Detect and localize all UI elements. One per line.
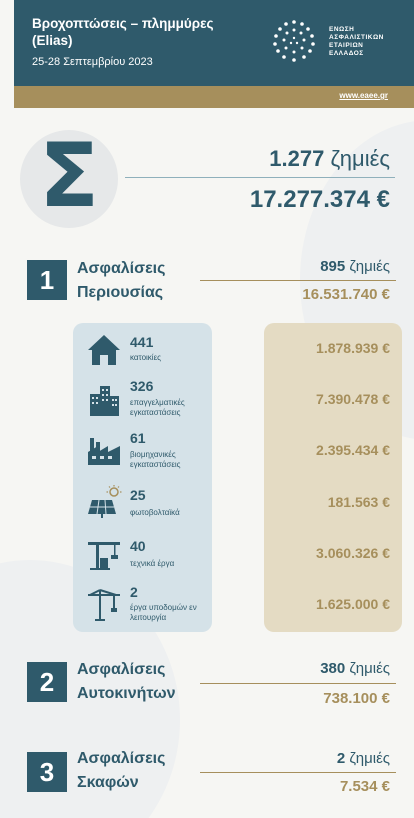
url-strip bbox=[14, 86, 414, 108]
divider bbox=[200, 683, 396, 684]
item-amount: 3.060.326 € bbox=[316, 545, 390, 561]
item-amount: 1.625.000 € bbox=[316, 596, 390, 612]
item-count: 2 bbox=[130, 584, 138, 600]
header-banner bbox=[14, 0, 414, 86]
item-amount: 2.395.434 € bbox=[316, 442, 390, 458]
item-label: έργα υποδομών εν λειτουργία bbox=[130, 603, 197, 622]
item-count: 326 bbox=[130, 378, 154, 394]
tower-crane-icon bbox=[86, 586, 122, 622]
construction-crane-icon bbox=[86, 536, 122, 572]
item-amount: 7.390.478 € bbox=[316, 391, 390, 407]
item-label: επαγγελματικές εγκαταστάσεις bbox=[130, 398, 185, 417]
section-number-badge: 1 bbox=[27, 260, 67, 300]
event-title: Βροχοπτώσεις – πλημμύρες (Elias) bbox=[32, 16, 214, 48]
solar-panel-icon bbox=[86, 484, 122, 520]
item-amount: 181.563 € bbox=[327, 494, 390, 510]
total-amount: 17.277.374 € bbox=[249, 186, 390, 213]
eaee-logo-icon bbox=[264, 18, 324, 64]
section-amount: 7.534 € bbox=[339, 778, 390, 795]
factory-icon bbox=[86, 432, 122, 468]
sigma-icon: Σ bbox=[38, 124, 100, 227]
section-claims: 380 ζημιές bbox=[320, 660, 390, 677]
item-amount: 1.878.939 € bbox=[316, 340, 390, 356]
divider bbox=[200, 280, 396, 281]
section-title: Ασφαλίσεις Αυτοκινήτων bbox=[77, 661, 176, 702]
item-label: τεχνικά έργα bbox=[130, 559, 175, 568]
office-buildings-icon bbox=[86, 382, 122, 418]
item-count: 25 bbox=[130, 487, 146, 503]
item-count: 40 bbox=[130, 538, 146, 554]
divider bbox=[200, 772, 396, 773]
section-number-badge: 3 bbox=[27, 752, 67, 792]
item-label: βιομηχανικές εγκαταστάσεις bbox=[130, 450, 181, 469]
total-claims: 1.277 ζημιές bbox=[269, 146, 390, 171]
section-title: Ασφαλίσεις Περιουσίας bbox=[77, 260, 166, 301]
event-date: 25-28 Σεπτεμβρίου 2023 bbox=[32, 56, 153, 68]
section-claims: 2 ζημιές bbox=[336, 750, 390, 767]
item-count: 61 bbox=[130, 430, 146, 446]
property-amounts-panel bbox=[264, 323, 402, 632]
website-link[interactable]: www.eaee.gr bbox=[339, 91, 388, 100]
item-count: 441 bbox=[130, 334, 154, 350]
section-title: Ασφαλίσεις Σκαφών bbox=[77, 750, 166, 791]
house-icon bbox=[86, 332, 122, 368]
section-amount: 738.100 € bbox=[323, 690, 390, 707]
section-claims: 895 ζημιές bbox=[320, 258, 390, 275]
item-label: φωτοβολταϊκά bbox=[130, 508, 180, 517]
item-label: κατοικίες bbox=[130, 353, 161, 362]
section-amount: 16.531.740 € bbox=[302, 286, 390, 303]
section-number-badge: 2 bbox=[27, 662, 67, 702]
org-name: ΕΝΩΣΗ ΑΣΦΑΛΙΣΤΙΚΩΝ ΕΤΑΙΡΙΩΝ ΕΛΛΑΔΟΣ bbox=[329, 26, 384, 57]
divider bbox=[125, 177, 395, 178]
